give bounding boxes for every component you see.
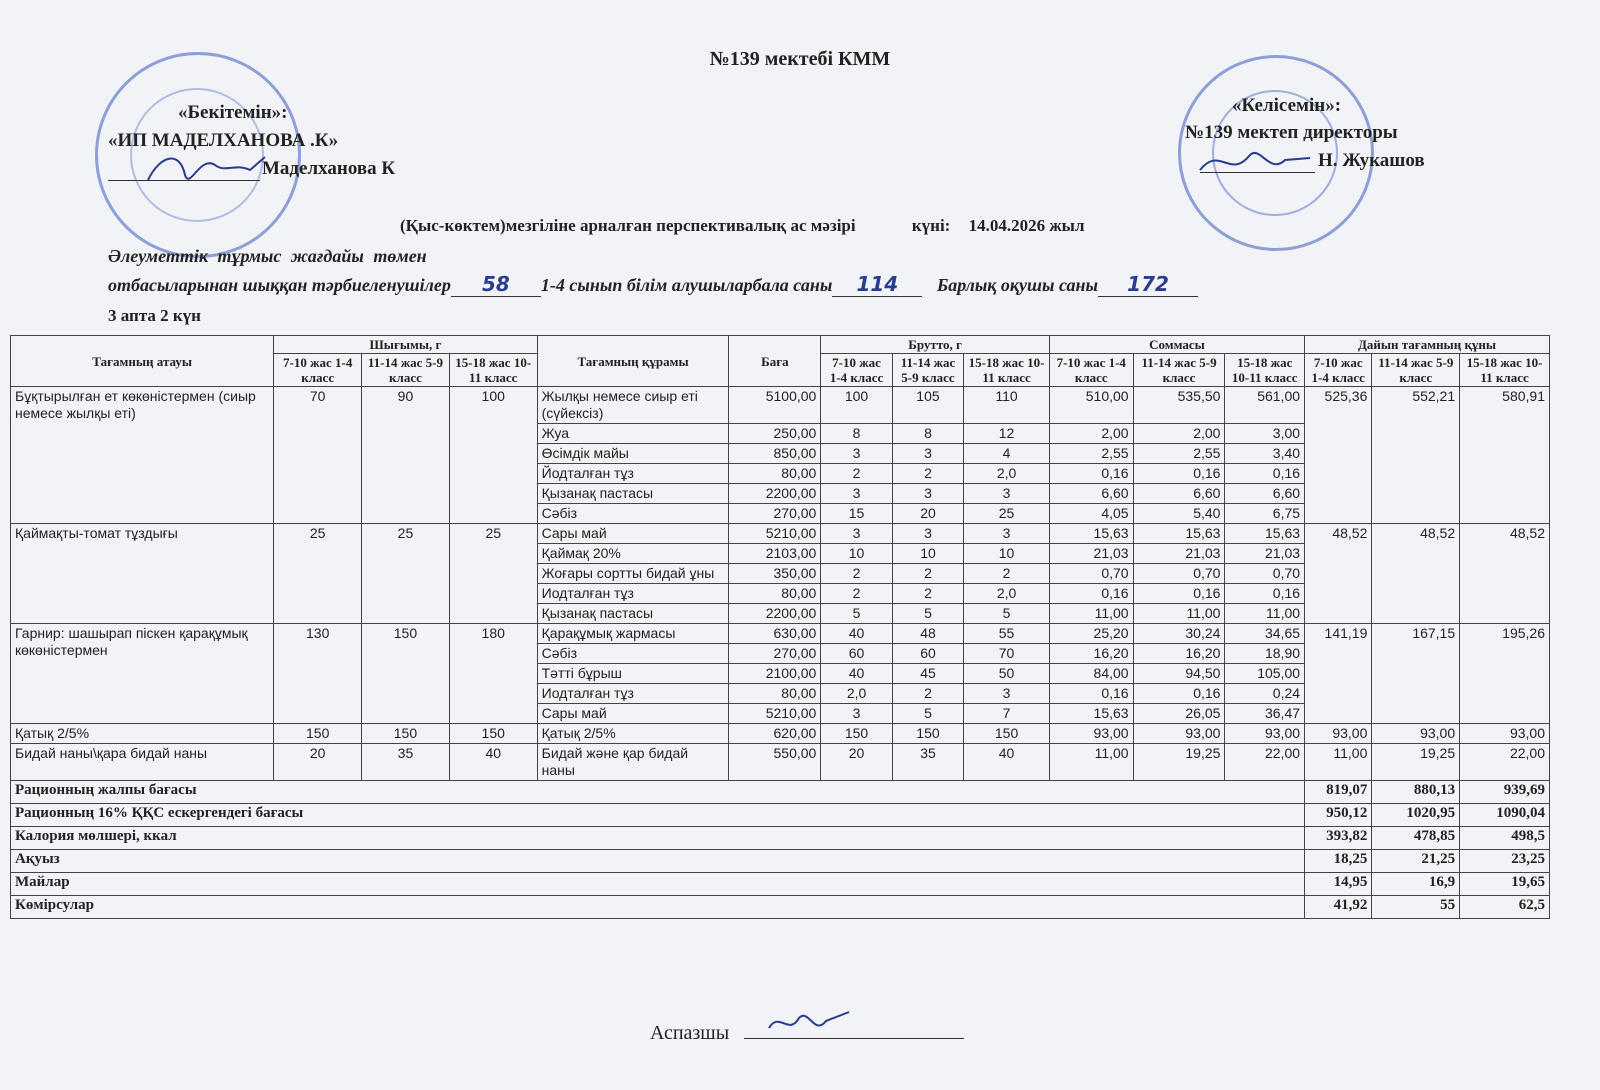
sum-value: 6,60: [1049, 484, 1133, 504]
grade-count: 114: [832, 272, 922, 297]
brutto-value: 3: [892, 444, 963, 464]
ingredient-name: Сары май: [537, 704, 729, 724]
brutto-value: 10: [821, 544, 892, 564]
ready-cost: 22,00: [1460, 744, 1550, 781]
brutto-value: 2: [821, 464, 892, 484]
ingredient-price: 80,00: [729, 684, 821, 704]
sum-value: 21,03: [1049, 544, 1133, 564]
cook-signature: [764, 1006, 854, 1040]
brutto-value: 45: [892, 664, 963, 684]
subtitle-text: (Қыс-көктем)мезгіліне арналған перспективалық ас мәзірі: [400, 216, 856, 235]
brutto-value: 5: [892, 604, 963, 624]
age-header: 11-14 жас 5-9 класс: [1133, 354, 1225, 387]
summary-value: 950,12: [1305, 804, 1372, 827]
ready-cost: 580,91: [1460, 387, 1550, 524]
brutto-value: 12: [964, 424, 1050, 444]
dish-name: Бұқтырылған ет көкөністермен (сиыр немесе жылқы еті): [11, 387, 274, 524]
ingredient-price: 2103,00: [729, 544, 821, 564]
summary-value: 62,5: [1460, 896, 1550, 919]
sum-value: 36,47: [1225, 704, 1305, 724]
table-row: [11, 724, 1550, 744]
date-label: күні:: [911, 216, 951, 235]
summary-value: 41,92: [1305, 896, 1372, 919]
sum-value: 0,16: [1049, 584, 1133, 604]
ingredient-name: Жоғары сортты бидай ұны: [537, 564, 729, 584]
brutto-value: 5: [892, 704, 963, 724]
col-output: Шығымы, г: [274, 336, 537, 354]
ingredient-name: Қарақұмық жармасы: [537, 624, 729, 644]
sum-value: 0,70: [1225, 564, 1305, 584]
summary-value: 393,82: [1305, 827, 1372, 850]
sum-value: 22,00: [1225, 744, 1305, 781]
age-header: 15-18 жас 10-11 класс: [1225, 354, 1305, 387]
dish-output: 150: [362, 624, 450, 724]
summary-row: [11, 896, 1550, 919]
brutto-value: 25: [964, 504, 1050, 524]
sum-value: 2,00: [1133, 424, 1225, 444]
social-count: 58: [451, 272, 541, 297]
grade-label: 1-4 сынып білім алушыларбала саны: [540, 275, 833, 295]
brutto-value: 5: [821, 604, 892, 624]
brutto-value: 2: [892, 464, 963, 484]
brutto-value: 3: [892, 484, 963, 504]
summary-value: 14,95: [1305, 873, 1372, 896]
summary-value: 16,9: [1372, 873, 1460, 896]
col-composition: Тағамның құрамы: [537, 336, 729, 387]
brutto-value: 105: [892, 387, 963, 424]
dish-name: Қатық 2/5%: [11, 724, 274, 744]
age-header: 11-14 жас 5-9 класс: [892, 354, 963, 387]
brutto-value: 5: [964, 604, 1050, 624]
ingredient-name: Қызанақ пастасы: [537, 604, 729, 624]
brutto-value: 2: [892, 584, 963, 604]
brutto-value: 10: [892, 544, 963, 564]
brutto-value: 8: [821, 424, 892, 444]
dish-output: 25: [449, 524, 537, 624]
sum-value: 94,50: [1133, 664, 1225, 684]
dish-output: 130: [274, 624, 362, 724]
ready-cost: 525,36: [1305, 387, 1372, 524]
ingredient-name: Жуа: [537, 424, 729, 444]
ingredient-name: Жылқы немесе сиыр еті (сүйексіз): [537, 387, 729, 424]
summary-value: 1020,95: [1372, 804, 1460, 827]
sum-value: 2,55: [1049, 444, 1133, 464]
brutto-value: 2,0: [964, 584, 1050, 604]
counts-line: [108, 272, 1198, 297]
brutto-value: 60: [821, 644, 892, 664]
age-header: 15-18 жас 10-11 класс: [449, 354, 537, 387]
approve-label: «Бекітемін»:: [178, 102, 288, 123]
brutto-value: 3: [964, 524, 1050, 544]
dish-output: 70: [274, 387, 362, 524]
sum-value: 3,40: [1225, 444, 1305, 464]
summary-value: 880,13: [1372, 781, 1460, 804]
summary-row: [11, 804, 1550, 827]
social-line-1: Әлеуметтік тұрмыс жағдайы төмен: [108, 246, 427, 266]
ingredient-price: 250,00: [729, 424, 821, 444]
ingredient-name: Қатық 2/5%: [537, 724, 729, 744]
ingredient-name: Бидай және қар бидай наны: [537, 744, 729, 781]
cook-signature-line: [744, 1020, 964, 1039]
brutto-value: 10: [964, 544, 1050, 564]
brutto-value: 20: [892, 504, 963, 524]
sum-value: 6,60: [1225, 484, 1305, 504]
sum-value: 510,00: [1049, 387, 1133, 424]
sum-value: 0,16: [1133, 584, 1225, 604]
sum-value: 21,03: [1133, 544, 1225, 564]
table-row: [11, 624, 1550, 644]
brutto-value: 2: [892, 564, 963, 584]
ready-cost: 167,15: [1372, 624, 1460, 724]
table-row: [11, 524, 1550, 544]
dish-output: 150: [362, 724, 450, 744]
brutto-value: 110: [964, 387, 1050, 424]
brutto-value: 4: [964, 444, 1050, 464]
brutto-value: 60: [892, 644, 963, 664]
ingredient-price: 5100,00: [729, 387, 821, 424]
brutto-value: 150: [964, 724, 1050, 744]
summary-value: 23,25: [1460, 850, 1550, 873]
summary-row: [11, 873, 1550, 896]
sum-value: 4,05: [1049, 504, 1133, 524]
ingredient-name: Өсімдік майы: [537, 444, 729, 464]
ingredient-price: 850,00: [729, 444, 821, 464]
dish-output: 150: [274, 724, 362, 744]
ingredient-price: 270,00: [729, 644, 821, 664]
agree-label: «Келісемін»:: [1232, 95, 1342, 116]
sum-value: 0,70: [1133, 564, 1225, 584]
brutto-value: 2: [821, 584, 892, 604]
ingredient-name: Тәтті бұрыш: [537, 664, 729, 684]
ingredient-price: 550,00: [729, 744, 821, 781]
ingredient-price: 5210,00: [729, 524, 821, 544]
ready-cost: 93,00: [1305, 724, 1372, 744]
sum-value: 0,24: [1225, 684, 1305, 704]
col-brutto: Брутто, г: [821, 336, 1050, 354]
sum-value: 535,50: [1133, 387, 1225, 424]
brutto-value: 2,0: [964, 464, 1050, 484]
brutto-value: 3: [821, 524, 892, 544]
col-price: Баға: [729, 336, 821, 387]
sum-value: 11,00: [1225, 604, 1305, 624]
dish-output: 25: [362, 524, 450, 624]
brutto-value: 40: [821, 624, 892, 644]
ingredient-name: Сары май: [537, 524, 729, 544]
brutto-value: 3: [892, 524, 963, 544]
dish-name: Гарнир: шашырап піскен қарақұмық көкөністермен: [11, 624, 274, 724]
summary-value: 819,07: [1305, 781, 1372, 804]
sum-value: 34,65: [1225, 624, 1305, 644]
dish-output: 20: [274, 744, 362, 781]
agree-name: Н. Жукашов: [1318, 150, 1425, 171]
total-count: 172: [1098, 272, 1198, 297]
ingredient-name: Сәбіз: [537, 504, 729, 524]
ingredient-price: 80,00: [729, 464, 821, 484]
ready-cost: 93,00: [1372, 724, 1460, 744]
table-row: [11, 744, 1550, 781]
agree-signature: [1195, 140, 1315, 185]
dish-output: 150: [449, 724, 537, 744]
brutto-value: 70: [964, 644, 1050, 664]
ready-cost: 141,19: [1305, 624, 1372, 724]
sum-value: 6,60: [1133, 484, 1225, 504]
ready-cost: 11,00: [1305, 744, 1372, 781]
dish-name: Бидай наны\қара бидай наны: [11, 744, 274, 781]
sum-value: 93,00: [1225, 724, 1305, 744]
summary-value: 939,69: [1460, 781, 1550, 804]
summary-value: 498,5: [1460, 827, 1550, 850]
ready-cost: 93,00: [1460, 724, 1550, 744]
brutto-value: 100: [821, 387, 892, 424]
summary-row: [11, 850, 1550, 873]
brutto-value: 48: [892, 624, 963, 644]
dish-name: Қаймақты-томат тұздығы: [11, 524, 274, 624]
summary-value: 1090,04: [1460, 804, 1550, 827]
week-day: 3 апта 2 күн: [108, 306, 201, 325]
sum-value: 25,20: [1049, 624, 1133, 644]
summary-row: [11, 781, 1550, 804]
ingredient-price: 270,00: [729, 504, 821, 524]
cook-line: [650, 1020, 964, 1045]
brutto-value: 55: [964, 624, 1050, 644]
col-ready-cost: Дайын тағамның құны: [1305, 336, 1550, 354]
ingredient-price: 630,00: [729, 624, 821, 644]
ready-cost: 19,25: [1372, 744, 1460, 781]
ready-cost: 552,21: [1372, 387, 1460, 524]
sum-value: 93,00: [1049, 724, 1133, 744]
sum-value: 0,16: [1133, 684, 1225, 704]
approve-signature: [140, 145, 270, 195]
summary-value: 18,25: [1305, 850, 1372, 873]
sum-value: 0,16: [1225, 584, 1305, 604]
ingredient-price: 350,00: [729, 564, 821, 584]
brutto-value: 2,0: [821, 684, 892, 704]
brutto-value: 3: [821, 704, 892, 724]
summary-label: Калория мөлшері, ккал: [11, 827, 1305, 850]
sum-value: 15,63: [1049, 704, 1133, 724]
age-header: 7-10 жас 1-4 класс: [821, 354, 892, 387]
ingredient-name: Иодталған тұз: [537, 584, 729, 604]
brutto-value: 15: [821, 504, 892, 524]
sum-value: 0,16: [1133, 464, 1225, 484]
dish-output: 40: [449, 744, 537, 781]
summary-label: Ақуыз: [11, 850, 1305, 873]
dish-output: 100: [449, 387, 537, 524]
sum-value: 3,00: [1225, 424, 1305, 444]
sum-value: 2,00: [1049, 424, 1133, 444]
sum-value: 15,63: [1225, 524, 1305, 544]
summary-value: 55: [1372, 896, 1460, 919]
summary-label: Рационның 16% ҚҚС ескергендегі бағасы: [11, 804, 1305, 827]
ingredient-name: Қаймақ 20%: [537, 544, 729, 564]
age-header: 7-10 жас 1-4 класс: [1305, 354, 1372, 387]
age-header: 11-14 жас 5-9 класс: [1372, 354, 1460, 387]
agree-org: №139 мектеп директоры: [1185, 122, 1398, 143]
brutto-value: 3: [821, 444, 892, 464]
sum-value: 15,63: [1133, 524, 1225, 544]
sum-value: 30,24: [1133, 624, 1225, 644]
sum-value: 93,00: [1133, 724, 1225, 744]
brutto-value: 50: [964, 664, 1050, 684]
summary-value: 21,25: [1372, 850, 1460, 873]
table-row: [11, 387, 1550, 424]
brutto-value: 35: [892, 744, 963, 781]
sum-value: 2,55: [1133, 444, 1225, 464]
sum-value: 26,05: [1133, 704, 1225, 724]
ready-cost: 195,26: [1460, 624, 1550, 724]
dish-output: 180: [449, 624, 537, 724]
menu-subtitle: [400, 216, 1084, 236]
ingredient-price: 2100,00: [729, 664, 821, 684]
sum-value: 84,00: [1049, 664, 1133, 684]
agree-signature-line: [1200, 172, 1315, 173]
approve-name: Маделханова К: [262, 158, 396, 179]
ingredient-price: 2200,00: [729, 604, 821, 624]
ingredient-price: 620,00: [729, 724, 821, 744]
brutto-value: 2: [964, 564, 1050, 584]
approve-org: «ИП МАДЕЛХАНОВА .К»: [108, 130, 339, 151]
ingredient-name: Иодталған тұз: [537, 684, 729, 704]
brutto-value: 2: [821, 564, 892, 584]
age-header: 15-18 жас 10-11 класс: [964, 354, 1050, 387]
brutto-value: 7: [964, 704, 1050, 724]
summary-label: Рационның жалпы бағасы: [11, 781, 1305, 804]
brutto-value: 2: [892, 684, 963, 704]
sum-value: 0,70: [1049, 564, 1133, 584]
dish-output: 90: [362, 387, 450, 524]
ingredient-price: 80,00: [729, 584, 821, 604]
sum-value: 16,20: [1049, 644, 1133, 664]
brutto-value: 150: [821, 724, 892, 744]
ready-cost: 48,52: [1372, 524, 1460, 624]
date-value: 14.04.2026 жыл: [968, 216, 1085, 235]
brutto-value: 20: [821, 744, 892, 781]
sum-value: 0,16: [1049, 464, 1133, 484]
summary-value: 478,85: [1372, 827, 1460, 850]
summary-row: [11, 827, 1550, 850]
brutto-value: 8: [892, 424, 963, 444]
brutto-value: 150: [892, 724, 963, 744]
ingredient-name: Йодталған тұз: [537, 464, 729, 484]
brutto-value: 3: [964, 484, 1050, 504]
brutto-value: 3: [964, 684, 1050, 704]
cook-label: Аспазшы: [650, 1022, 730, 1044]
brutto-value: 40: [964, 744, 1050, 781]
menu-table: [10, 335, 1550, 919]
sum-value: 11,00: [1133, 604, 1225, 624]
sum-value: 105,00: [1225, 664, 1305, 684]
sum-value: 11,00: [1049, 604, 1133, 624]
dish-output: 25: [274, 524, 362, 624]
age-header: 15-18 жас 10-11 класс: [1460, 354, 1550, 387]
ingredient-price: 5210,00: [729, 704, 821, 724]
ingredient-name: Қызанақ пастасы: [537, 484, 729, 504]
age-header: 7-10 жас 1-4 класс: [1049, 354, 1133, 387]
sum-value: 561,00: [1225, 387, 1305, 424]
ready-cost: 48,52: [1305, 524, 1372, 624]
ingredient-price: 2200,00: [729, 484, 821, 504]
col-sum: Соммасы: [1049, 336, 1304, 354]
brutto-value: 40: [821, 664, 892, 684]
sum-value: 19,25: [1133, 744, 1225, 781]
dish-output: 35: [362, 744, 450, 781]
summary-label: Майлар: [11, 873, 1305, 896]
sum-value: 11,00: [1049, 744, 1133, 781]
sum-value: 0,16: [1049, 684, 1133, 704]
brutto-value: 3: [821, 484, 892, 504]
col-dish-name: Тағамның атауы: [11, 336, 274, 387]
ready-cost: 48,52: [1460, 524, 1550, 624]
ingredient-name: Сәбіз: [537, 644, 729, 664]
social-line-2: отбасыларынан шыққан тәрбиеленушілер: [108, 275, 451, 295]
sum-value: 5,40: [1133, 504, 1225, 524]
summary-label: Көмірсулар: [11, 896, 1305, 919]
sum-value: 15,63: [1049, 524, 1133, 544]
summary-value: 19,65: [1460, 873, 1550, 896]
age-header: 7-10 жас 1-4 класс: [274, 354, 362, 387]
sum-value: 6,75: [1225, 504, 1305, 524]
school-title: №139 мектебі КММ: [709, 48, 891, 70]
menu-table-body: [11, 387, 1550, 919]
sum-value: 18,90: [1225, 644, 1305, 664]
total-label: Барлық оқушы саны: [936, 275, 1099, 295]
sum-value: 0,16: [1225, 464, 1305, 484]
sum-value: 21,03: [1225, 544, 1305, 564]
age-header: 11-14 жас 5-9 класс: [362, 354, 450, 387]
sum-value: 16,20: [1133, 644, 1225, 664]
